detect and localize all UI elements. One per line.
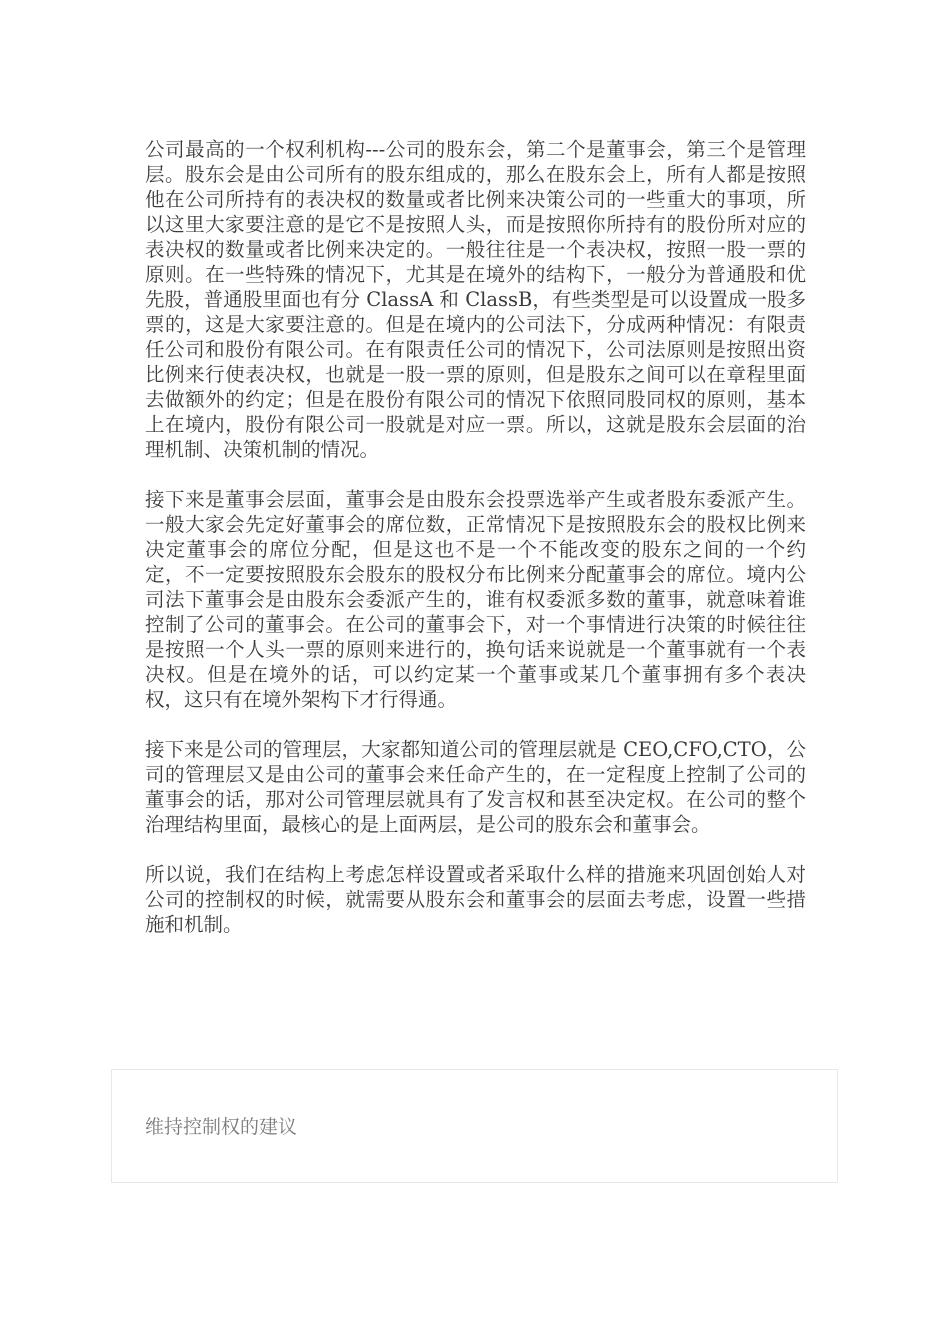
paragraph-conclusion: 所以说，我们在结构上考虑怎样设置或者采取什么样的措施来巩固创始人对公司的控制权的时候，就需要从股东会和董事会的层面去考虑，设置一些措施和机制。 bbox=[145, 863, 806, 936]
paragraph-board-of-directors: 接下来是董事会层面，董事会是由股东会投票选举产生或者股东委派产生。一般大家会先定好董事会的席位数，正常情况下是按照股东会的股权比例来决定董事会的席位分配，但是这也不是一个不能改变的股东之间的一个约定，不一定要按照股东会股东的股权分布比例来分配董事会的席位。境内公司法下董事会是由股东会委派产生的，谁有权委派多数的董事，就意味着谁控制了公司的董事会。在公司的董事会下，对一个事情进行决策的时候往往是按照一个人头一票的原则来进行的，换句话来说就是一个董事就有一个表决权。但是在境外的话，可以约定某一个董事或某几个董事拥有多个表决权，这只有在境外架构下才行得通。 bbox=[145, 488, 806, 711]
callout-title: 维持控制权的建议 bbox=[145, 1116, 298, 1138]
document-body bbox=[145, 137, 806, 937]
paragraph-management: 接下来是公司的管理层，大家都知道公司的管理层就是 CEO,CFO,CTO，公司的管理层又是由公司的董事会来任命产生的，在一定程度上控制了公司的董事会的话，那对公司管理层就具有了发言权和甚至决定权。在公司的整个治理结构里面，最核心的是上面两层，是公司的股东会和董事会。 bbox=[145, 738, 806, 836]
suggestion-callout-box bbox=[111, 1069, 838, 1183]
paragraph-shareholders-meeting: 公司最高的一个权利机构---公司的股东会，第二个是董事会，第三个是管理层。股东会是由公司所有的股东组成的，那么在股东会上，所有人都是按照他在公司所持有的表决权的数量或者比例来决策公司的一些重大的事项，所以这里大家要注意的是它不是按照人头，而是按照你所持有的股份所对应的表决权的数量或者比例来决定的。一般往往是一个表决权，按照一股一票的原则。在一些特殊的情况下，尤其是在境外的结构下，一般分为普通股和优先股，普通股里面也有分 ClassA 和 ClassB，有些类型是可以设置成一股多票的，这是大家要注意的。但是在境内的公司法下，分成两种情况：有限责任公司和股份有限公司。在有限责任公司的情况下，公司法原则是按照出资比例来行使表决权，也就是一股一票的原则，但是股东之间可以在章程里面去做额外的约定；但是在股份有限公司的情况下依照同股同权的原则，基本上在境内，股份有限公司一股就是对应一票。所以，这就是股东会层面的治理机制、决策机制的情况。 bbox=[145, 138, 806, 461]
